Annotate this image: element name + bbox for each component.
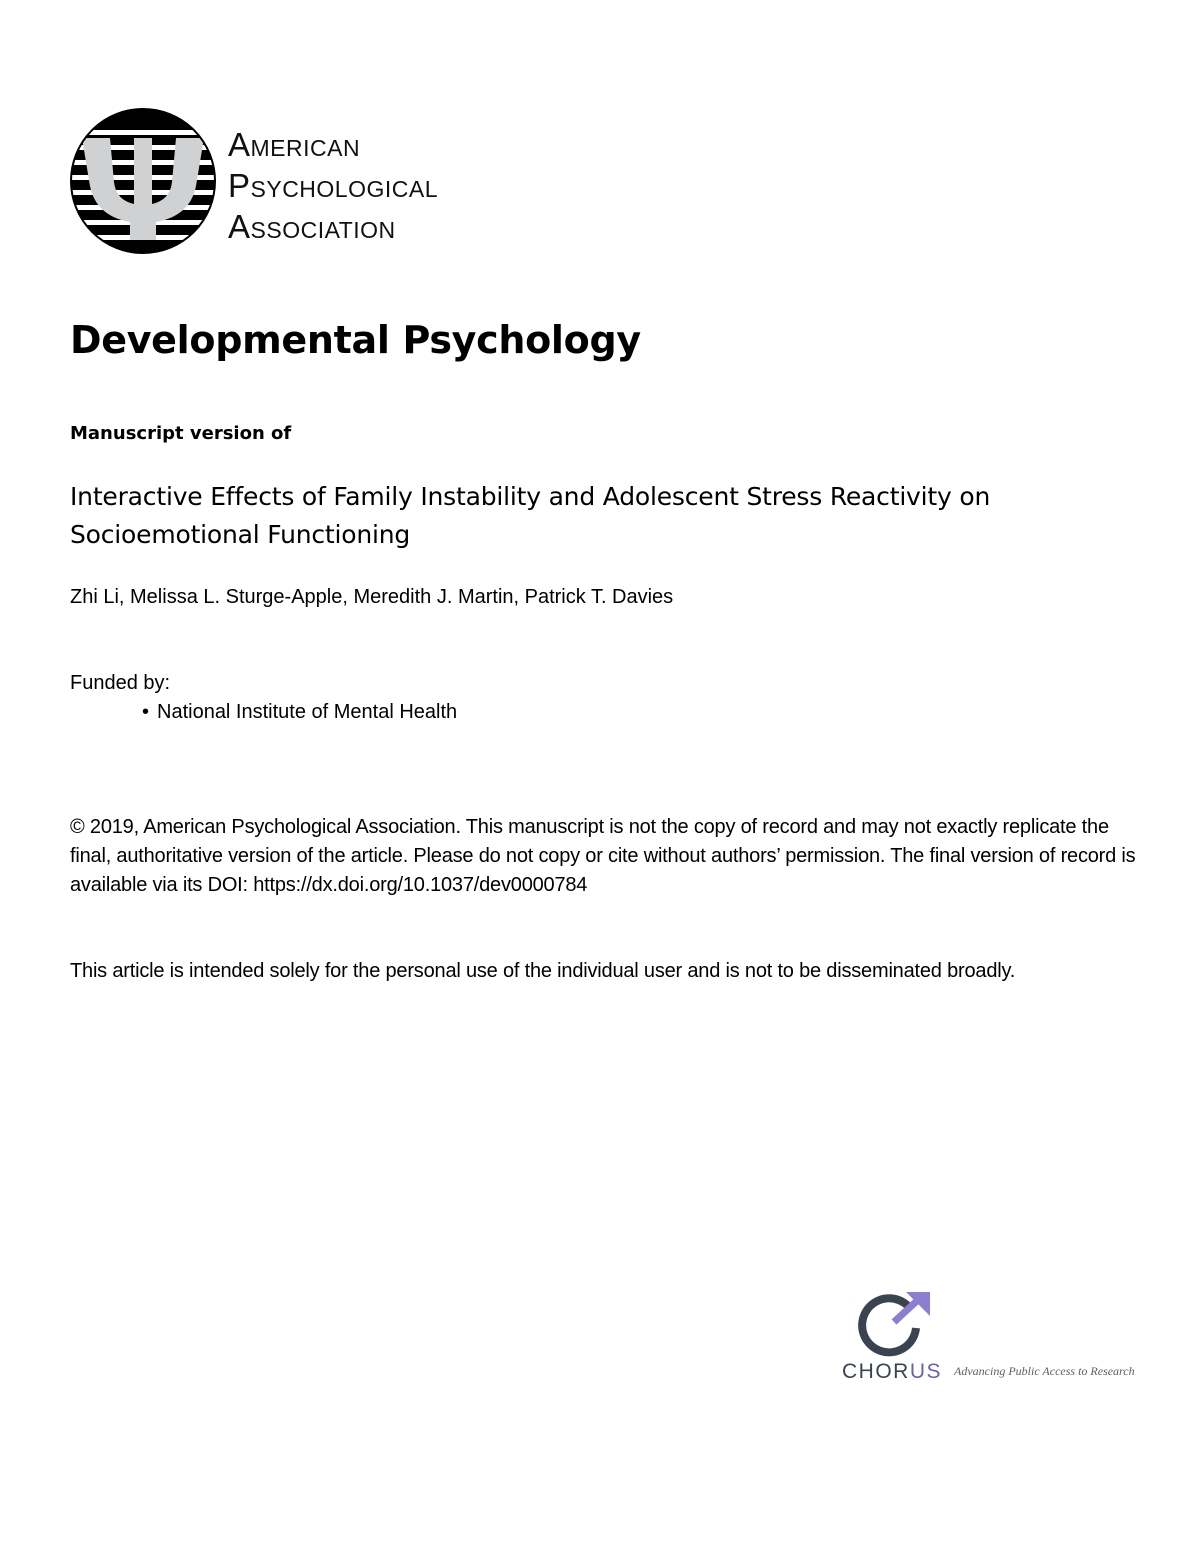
usage-note: This article is intended solely for the personal use of the individual user and is not to be disseminated broadly.: [70, 960, 1016, 982]
author-list: Zhi Li, Melissa L. Sturge-Apple, Meredith J. Martin, Patrick T. Davies: [70, 586, 674, 608]
article-title: Interactive Effects of Family Instability and Adolescent Stress Reactivity on Socioemotional Functioning: [70, 482, 991, 549]
apa-logo: [70, 108, 470, 258]
apa-wordmark: [228, 124, 438, 247]
manuscript-label: Manuscript version of: [70, 423, 292, 444]
apa-psi-seal-icon: [70, 108, 216, 254]
apa-name-line2: Psychological: [228, 167, 439, 204]
chorus-arrow-icon: [856, 1288, 932, 1358]
chorus-logo: [840, 1288, 1140, 1388]
chorus-tagline: Advancing Public Access to Research: [954, 1364, 1135, 1378]
journal-title: Developmental Psychology: [70, 318, 641, 362]
apa-name-line3: Association: [228, 208, 396, 245]
apa-name-line1: American: [228, 126, 361, 163]
funder-item: • National Institute of Mental Health: [142, 700, 457, 724]
chorus-word-part2: US: [909, 1360, 943, 1383]
copyright-notice: © 2019, American Psychological Association. This manuscript is not the copy of record and may not exactly replicate the final, authoritative version of the article. Please do not copy or cite without authors’ permission. The final version of record is available via its DOI: https://dx.doi.org/10.1037/dev0000784: [70, 816, 1136, 896]
chorus-word-part1: CHOR: [842, 1360, 910, 1383]
funder-list: [142, 700, 457, 724]
funded-by-label: Funded by:: [70, 672, 171, 694]
chorus-wordmark: [842, 1360, 942, 1384]
